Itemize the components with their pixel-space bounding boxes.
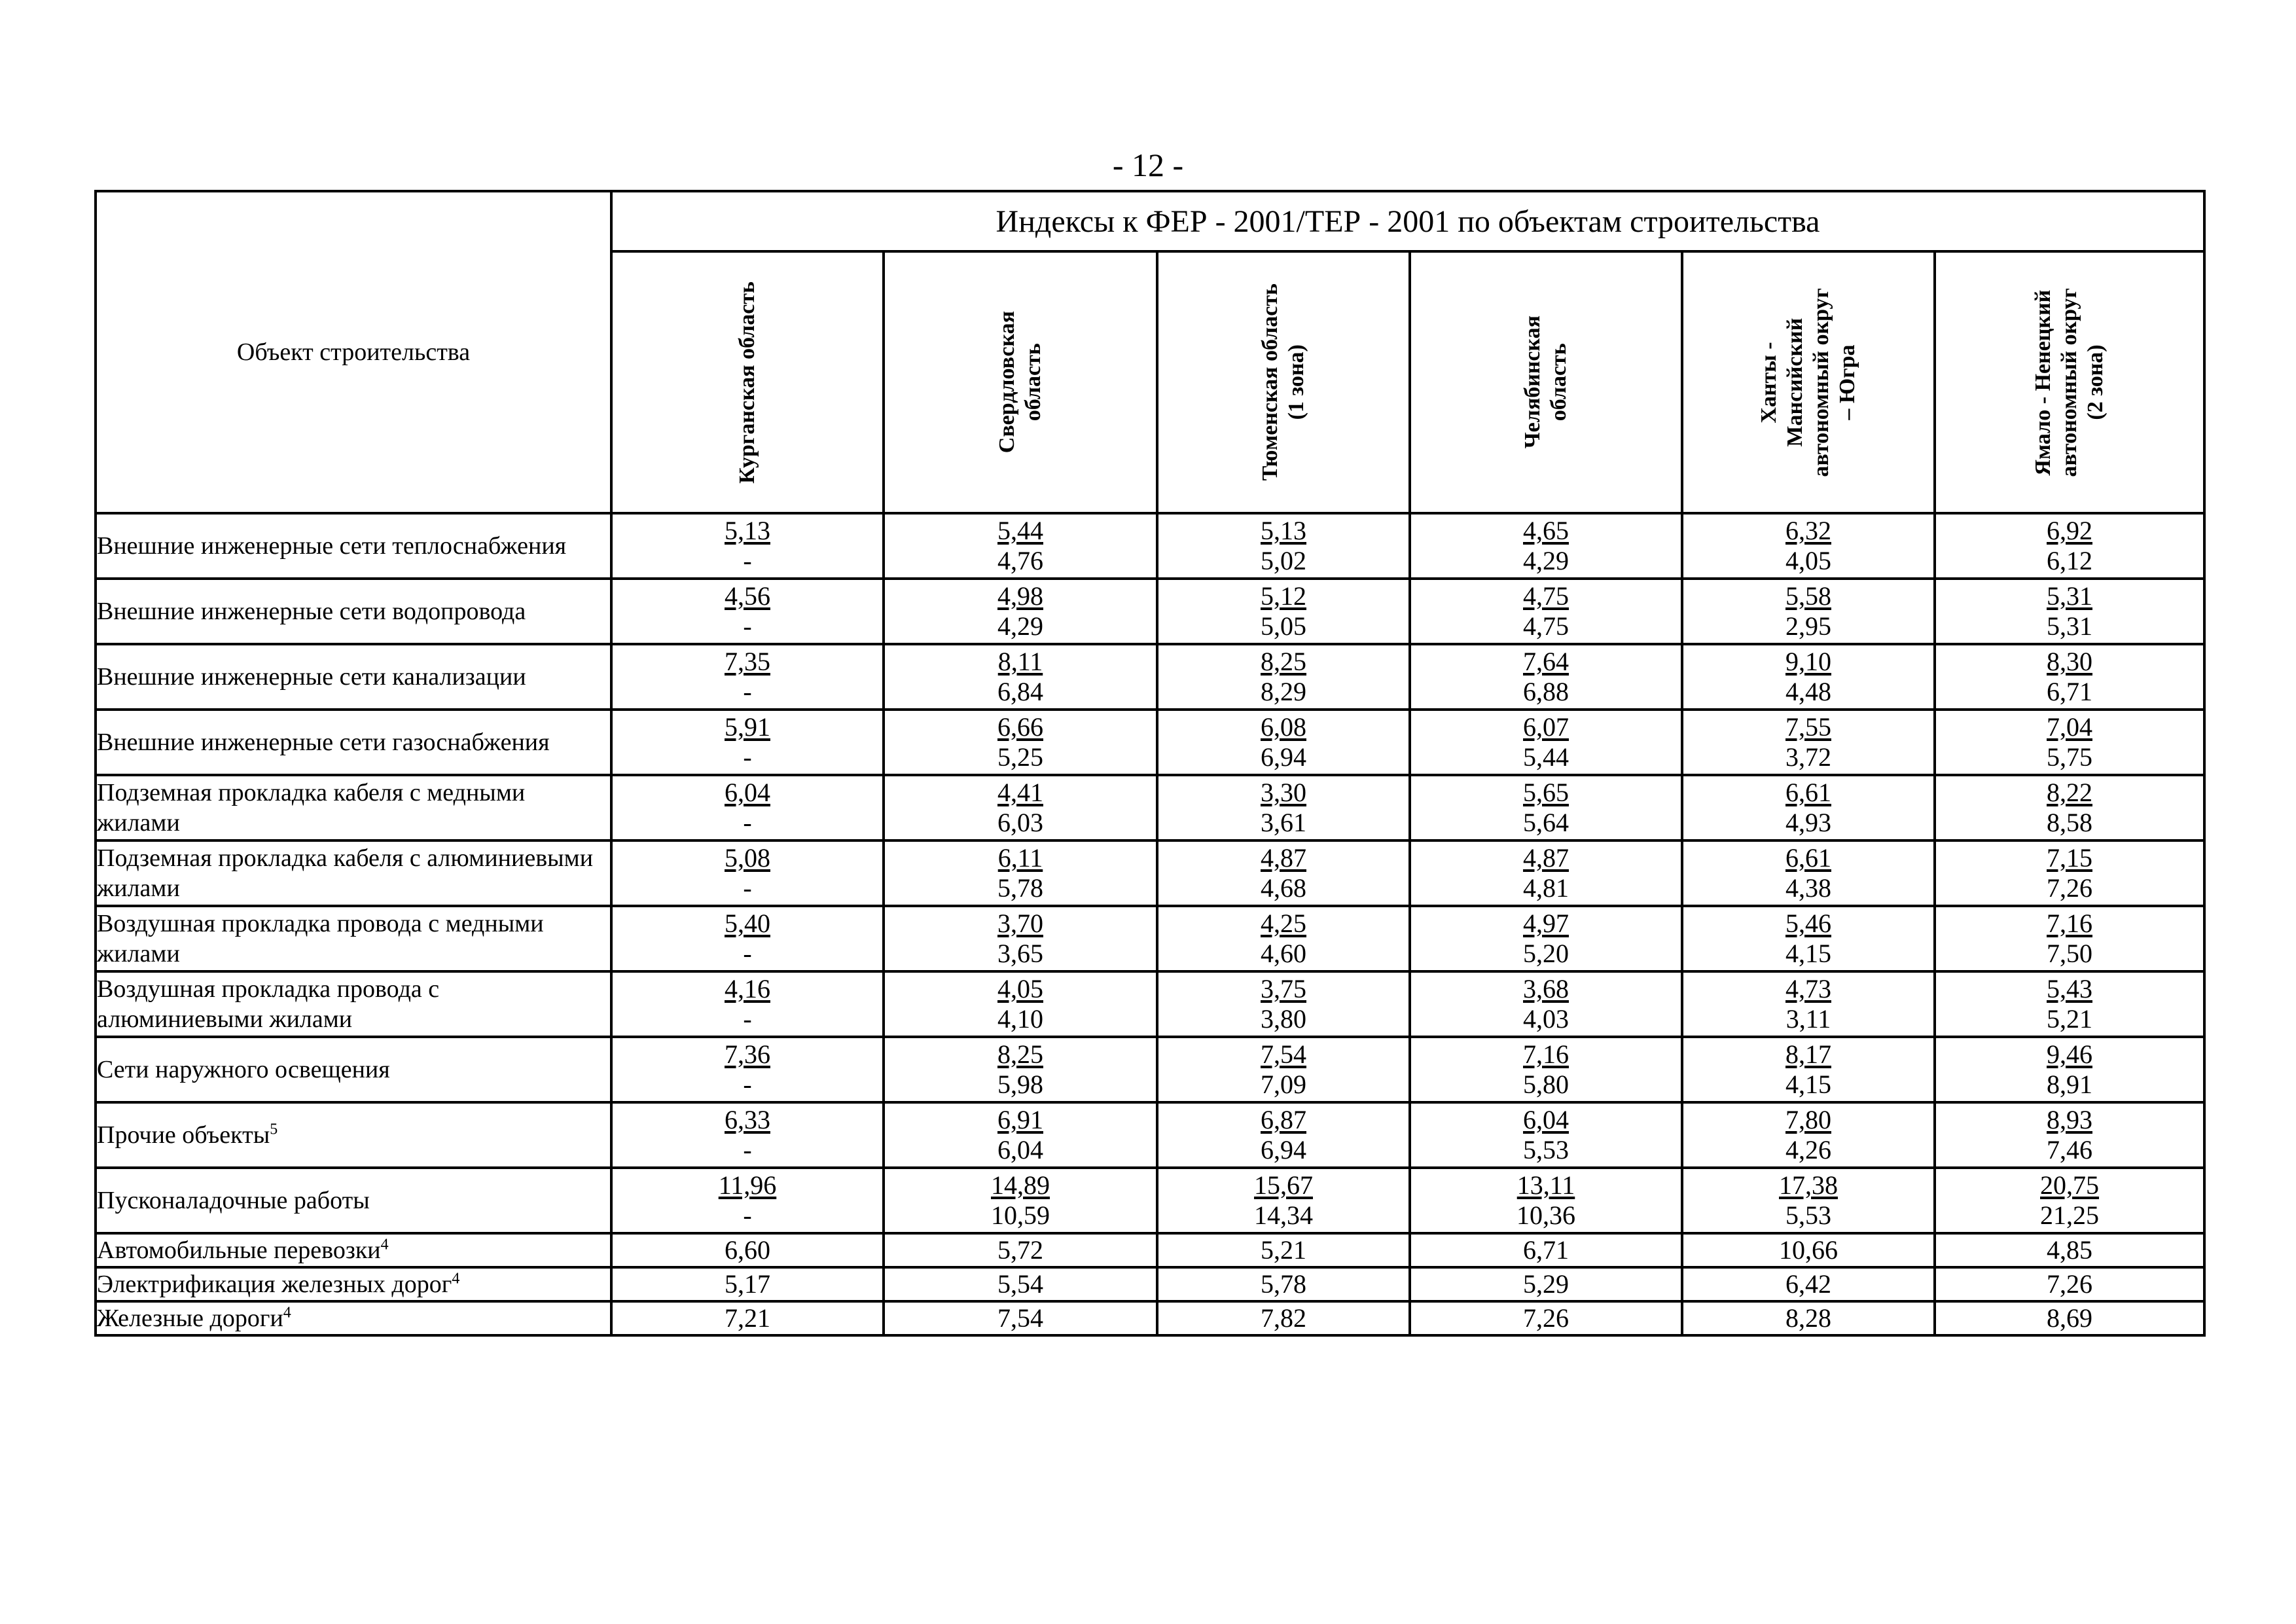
index-value-bottom: 7,09 bbox=[1261, 1070, 1306, 1099]
index-value-bottom: 4,29 bbox=[997, 611, 1043, 641]
object-name-cell bbox=[96, 906, 611, 971]
index-value-top: 5,13 bbox=[1261, 516, 1306, 545]
index-cell bbox=[1935, 644, 2204, 710]
index-cell bbox=[611, 1037, 884, 1102]
index-value-bottom: - bbox=[743, 742, 752, 772]
index-value-bottom: - bbox=[743, 677, 752, 706]
index-value-top: 9,46 bbox=[2047, 1039, 2092, 1069]
index-cell bbox=[1410, 644, 1682, 710]
index-value-top: 17,38 bbox=[1779, 1170, 1838, 1200]
table-row bbox=[96, 1301, 2204, 1335]
index-cell bbox=[611, 906, 884, 971]
object-name: Автомобильные перевозки bbox=[97, 1236, 381, 1264]
index-value-top: 5,40 bbox=[725, 909, 770, 938]
index-value-bottom: - bbox=[743, 873, 752, 903]
index-value-top: 8,25 bbox=[1261, 647, 1306, 676]
index-value-top: 7,55 bbox=[1785, 712, 1831, 742]
index-value-top: 7,54 bbox=[1261, 1039, 1306, 1069]
object-name-cell bbox=[96, 513, 611, 579]
index-cell bbox=[1935, 1037, 2204, 1102]
object-name-cell bbox=[96, 971, 611, 1037]
index-cell bbox=[1682, 1168, 1935, 1233]
index-value: 6,60 bbox=[611, 1233, 884, 1267]
index-cell bbox=[611, 1102, 884, 1168]
object-name: Внешние инженерные сети канализации bbox=[97, 663, 526, 691]
index-value-bottom: 6,88 bbox=[1523, 677, 1569, 706]
table-row bbox=[96, 1233, 2204, 1267]
object-name: Внешние инженерные сети теплоснабжения bbox=[97, 532, 567, 560]
index-cell bbox=[1410, 1102, 1682, 1168]
table-row bbox=[96, 775, 2204, 840]
index-value-bottom: 3,65 bbox=[997, 939, 1043, 968]
index-value: 10,66 bbox=[1682, 1233, 1935, 1267]
object-name: Воздушная прокладка провода с медными жилами bbox=[97, 910, 544, 967]
index-cell bbox=[611, 840, 884, 906]
index-value-bottom: 5,05 bbox=[1261, 611, 1306, 641]
index-value: 7,54 bbox=[884, 1301, 1157, 1335]
index-value-bottom: 4,15 bbox=[1785, 939, 1831, 968]
object-name: Подземная прокладка кабеля с медными жилами bbox=[97, 779, 526, 837]
index-value: 6,71 bbox=[1410, 1233, 1682, 1267]
index-value-bottom: 4,76 bbox=[997, 546, 1043, 575]
object-name-cell bbox=[96, 1301, 611, 1335]
index-value-top: 8,25 bbox=[997, 1039, 1043, 1069]
index-cell bbox=[884, 906, 1157, 971]
table-row bbox=[96, 644, 2204, 710]
region-header-sverdlovsk: Свердловская область bbox=[884, 251, 1157, 513]
index-cell bbox=[1157, 971, 1410, 1037]
index-cell bbox=[1157, 644, 1410, 710]
indices-table bbox=[94, 190, 2206, 1337]
index-cell bbox=[1157, 513, 1410, 579]
index-value-bottom: 8,58 bbox=[2047, 808, 2092, 837]
index-value-top: 4,41 bbox=[997, 778, 1043, 807]
index-value-bottom: 7,46 bbox=[2047, 1135, 2092, 1164]
index-value-top: 6,04 bbox=[1523, 1105, 1569, 1134]
table-row bbox=[96, 906, 2204, 971]
index-value-top: 4,25 bbox=[1261, 909, 1306, 938]
object-name: Подземная прокладка кабеля с алюминиевыми жилами bbox=[97, 844, 594, 902]
index-value-bottom: - bbox=[743, 808, 752, 837]
index-value-bottom: 4,10 bbox=[997, 1004, 1043, 1034]
index-value-bottom: 8,91 bbox=[2047, 1070, 2092, 1099]
index-value-bottom: 5,64 bbox=[1523, 808, 1569, 837]
index-value-top: 4,16 bbox=[725, 974, 770, 1003]
index-value: 7,82 bbox=[1157, 1301, 1410, 1335]
index-cell bbox=[884, 644, 1157, 710]
index-value-top: 6,11 bbox=[997, 843, 1043, 873]
index-value-top: 6,66 bbox=[997, 712, 1043, 742]
index-value-top: 7,64 bbox=[1523, 647, 1569, 676]
index-value-bottom: - bbox=[743, 1070, 752, 1099]
index-value-bottom: 5,53 bbox=[1785, 1200, 1831, 1230]
index-cell bbox=[1157, 1168, 1410, 1233]
index-value-bottom: 21,25 bbox=[2040, 1200, 2099, 1230]
index-value-top: 3,75 bbox=[1261, 974, 1306, 1003]
index-cell bbox=[611, 644, 884, 710]
index-value-top: 8,17 bbox=[1785, 1039, 1831, 1069]
index-cell bbox=[884, 1102, 1157, 1168]
index-cell bbox=[1157, 906, 1410, 971]
index-value-top: 20,75 bbox=[2040, 1170, 2099, 1200]
region-header-kurgan: Курганская область bbox=[611, 251, 884, 513]
table-body bbox=[96, 513, 2204, 1335]
index-cell bbox=[1682, 710, 1935, 775]
index-cell bbox=[1935, 906, 2204, 971]
object-name-cell bbox=[96, 710, 611, 775]
index-value-top: 6,91 bbox=[997, 1105, 1043, 1134]
object-name: Внешние инженерные сети газоснабжения bbox=[97, 729, 550, 756]
index-value: 4,85 bbox=[1935, 1233, 2204, 1267]
index-value-bottom: 4,38 bbox=[1785, 873, 1831, 903]
index-value-bottom: 3,11 bbox=[1785, 1004, 1831, 1034]
index-cell bbox=[611, 579, 884, 644]
index-value-bottom: 4,26 bbox=[1785, 1135, 1831, 1164]
index-value-bottom: 5,21 bbox=[2047, 1004, 2092, 1034]
table-row bbox=[96, 1102, 2204, 1168]
index-value-top: 5,58 bbox=[1785, 581, 1831, 611]
table-row bbox=[96, 579, 2204, 644]
index-value-top: 7,35 bbox=[725, 647, 770, 676]
index-cell bbox=[884, 579, 1157, 644]
index-value-top: 9,10 bbox=[1785, 647, 1831, 676]
object-name: Железные дороги bbox=[97, 1305, 283, 1332]
index-value-top: 6,04 bbox=[725, 778, 770, 807]
index-value-bottom: 3,61 bbox=[1261, 808, 1306, 837]
index-cell bbox=[884, 1168, 1157, 1233]
table-row bbox=[96, 710, 2204, 775]
index-value-top: 4,98 bbox=[997, 581, 1043, 611]
region-header-yanao: Ямало - Ненецкий автономный округ (2 зона) bbox=[1935, 251, 2204, 513]
index-value: 5,17 bbox=[611, 1267, 884, 1301]
footnote-mark: 4 bbox=[380, 1236, 389, 1254]
index-value-bottom: 6,71 bbox=[2047, 677, 2092, 706]
index-value-bottom: 4,03 bbox=[1523, 1004, 1569, 1034]
index-value-bottom: 5,98 bbox=[997, 1070, 1043, 1099]
index-value-bottom: 6,03 bbox=[997, 808, 1043, 837]
index-value: 5,21 bbox=[1157, 1233, 1410, 1267]
index-value-top: 3,30 bbox=[1261, 778, 1306, 807]
index-value-bottom: - bbox=[743, 611, 752, 641]
index-value-bottom: 4,15 bbox=[1785, 1070, 1831, 1099]
object-name-cell bbox=[96, 1233, 611, 1267]
index-value-top: 4,75 bbox=[1523, 581, 1569, 611]
footnote-mark: 4 bbox=[283, 1304, 291, 1322]
index-cell bbox=[611, 971, 884, 1037]
index-value-top: 3,70 bbox=[997, 909, 1043, 938]
object-name: Электрификация железных дорог bbox=[97, 1271, 452, 1298]
index-cell bbox=[1410, 579, 1682, 644]
index-cell bbox=[1410, 775, 1682, 840]
index-value-top: 8,22 bbox=[2047, 778, 2092, 807]
index-cell bbox=[1682, 1102, 1935, 1168]
index-cell bbox=[1682, 971, 1935, 1037]
index-cell bbox=[1410, 1037, 1682, 1102]
object-name: Пусконаладочные работы bbox=[97, 1187, 370, 1214]
index-value-bottom: 4,81 bbox=[1523, 873, 1569, 903]
index-value-top: 7,15 bbox=[2047, 843, 2092, 873]
index-value-top: 6,87 bbox=[1261, 1105, 1306, 1134]
index-cell bbox=[1410, 971, 1682, 1037]
index-value: 8,28 bbox=[1682, 1301, 1935, 1335]
index-value-bottom: 5,78 bbox=[997, 873, 1043, 903]
index-cell bbox=[1935, 513, 2204, 579]
index-value-top: 5,43 bbox=[2047, 974, 2092, 1003]
index-value-top: 5,12 bbox=[1261, 581, 1306, 611]
index-value-top: 6,92 bbox=[2047, 516, 2092, 545]
index-value-top: 5,65 bbox=[1523, 778, 1569, 807]
index-value-bottom: 4,68 bbox=[1261, 873, 1306, 903]
index-cell bbox=[1682, 513, 1935, 579]
index-value-top: 5,08 bbox=[725, 843, 770, 873]
index-cell bbox=[611, 775, 884, 840]
index-value-bottom: 4,05 bbox=[1785, 546, 1831, 575]
index-value-bottom: 3,80 bbox=[1261, 1004, 1306, 1034]
index-value-bottom: 7,26 bbox=[2047, 873, 2092, 903]
object-name: Внешние инженерные сети водопровода bbox=[97, 598, 526, 625]
footnote-mark: 5 bbox=[270, 1121, 278, 1138]
index-cell bbox=[884, 710, 1157, 775]
index-value-top: 6,61 bbox=[1785, 843, 1831, 873]
index-value-bottom: 10,59 bbox=[991, 1200, 1050, 1230]
index-value-bottom: - bbox=[743, 546, 752, 575]
indices-group-header: Индексы к ФЕР - 2001/ТЕР - 2001 по объектам строительства bbox=[611, 191, 2204, 251]
index-cell bbox=[611, 513, 884, 579]
index-value-bottom: 4,48 bbox=[1785, 677, 1831, 706]
index-value-top: 4,97 bbox=[1523, 909, 1569, 938]
index-value-top: 7,16 bbox=[2047, 909, 2092, 938]
index-value-bottom: 5,25 bbox=[997, 742, 1043, 772]
index-value-top: 15,67 bbox=[1254, 1170, 1313, 1200]
index-value-top: 7,36 bbox=[725, 1039, 770, 1069]
index-cell bbox=[1410, 906, 1682, 971]
index-value-top: 4,65 bbox=[1523, 516, 1569, 545]
index-value-bottom: 8,29 bbox=[1261, 677, 1306, 706]
index-cell bbox=[1157, 1102, 1410, 1168]
index-value-bottom: 3,72 bbox=[1785, 742, 1831, 772]
index-cell bbox=[1935, 971, 2204, 1037]
index-cell bbox=[1935, 840, 2204, 906]
index-cell bbox=[1682, 840, 1935, 906]
index-cell bbox=[611, 1168, 884, 1233]
index-value-top: 6,61 bbox=[1785, 778, 1831, 807]
index-value-top: 3,68 bbox=[1523, 974, 1569, 1003]
index-value-top: 8,30 bbox=[2047, 647, 2092, 676]
index-value-top: 4,87 bbox=[1523, 843, 1569, 873]
index-value-bottom: 5,44 bbox=[1523, 742, 1569, 772]
index-value-bottom: 4,93 bbox=[1785, 808, 1831, 837]
object-column-header: Объект строительства bbox=[96, 191, 611, 513]
index-cell bbox=[1410, 710, 1682, 775]
object-name-cell bbox=[96, 840, 611, 906]
index-value-top: 8,11 bbox=[997, 647, 1043, 676]
index-value-bottom: 4,75 bbox=[1523, 611, 1569, 641]
index-value-top: 5,13 bbox=[725, 516, 770, 545]
index-value-top: 6,32 bbox=[1785, 516, 1831, 545]
object-name-cell bbox=[96, 1102, 611, 1168]
index-cell bbox=[1157, 775, 1410, 840]
index-cell bbox=[884, 1037, 1157, 1102]
index-value-top: 8,93 bbox=[2047, 1105, 2092, 1134]
index-cell bbox=[1682, 1037, 1935, 1102]
object-name: Воздушная прокладка провода с алюминиевыми жилами bbox=[97, 975, 440, 1033]
index-value-top: 4,56 bbox=[725, 581, 770, 611]
index-value-top: 5,44 bbox=[997, 516, 1043, 545]
index-value-bottom: 6,04 bbox=[997, 1135, 1043, 1164]
index-value-bottom: 6,84 bbox=[997, 677, 1043, 706]
index-value: 5,54 bbox=[884, 1267, 1157, 1301]
index-value-bottom: 5,53 bbox=[1523, 1135, 1569, 1164]
index-cell bbox=[1157, 710, 1410, 775]
table-row bbox=[96, 971, 2204, 1037]
index-value-bottom: 10,36 bbox=[1516, 1200, 1575, 1230]
index-value: 7,21 bbox=[611, 1301, 884, 1335]
index-value: 5,72 bbox=[884, 1233, 1157, 1267]
table-row bbox=[96, 513, 2204, 579]
index-cell bbox=[1157, 1037, 1410, 1102]
index-value: 8,69 bbox=[1935, 1301, 2204, 1335]
index-value-bottom: 5,02 bbox=[1261, 546, 1306, 575]
index-value-bottom: 14,34 bbox=[1254, 1200, 1313, 1230]
index-cell bbox=[1935, 579, 2204, 644]
object-name-cell bbox=[96, 1037, 611, 1102]
region-header-khmao: Ханты - Мансийский автономный округ – Югра bbox=[1682, 251, 1935, 513]
index-value-bottom: 5,31 bbox=[2047, 611, 2092, 641]
index-value-bottom: - bbox=[743, 939, 752, 968]
index-value-top: 5,46 bbox=[1785, 909, 1831, 938]
index-value-bottom: 5,75 bbox=[2047, 742, 2092, 772]
object-name-cell bbox=[96, 1267, 611, 1301]
page-number: - 12 - bbox=[1112, 147, 1184, 183]
index-cell bbox=[1682, 906, 1935, 971]
index-value-bottom: 7,50 bbox=[2047, 939, 2092, 968]
index-cell bbox=[884, 840, 1157, 906]
index-value-bottom: 5,80 bbox=[1523, 1070, 1569, 1099]
index-cell bbox=[1682, 644, 1935, 710]
index-cell bbox=[1682, 775, 1935, 840]
index-value-top: 5,31 bbox=[2047, 581, 2092, 611]
region-header-tyumen: Тюменская область (1 зона) bbox=[1157, 251, 1410, 513]
index-value-bottom: - bbox=[743, 1004, 752, 1034]
index-value-bottom: 5,20 bbox=[1523, 939, 1569, 968]
object-name-cell bbox=[96, 644, 611, 710]
index-value-bottom: 2,95 bbox=[1785, 611, 1831, 641]
object-name: Сети наружного освещения bbox=[97, 1056, 390, 1083]
index-cell bbox=[884, 513, 1157, 579]
index-value-top: 5,91 bbox=[725, 712, 770, 742]
table-row bbox=[96, 1037, 2204, 1102]
index-value: 7,26 bbox=[1935, 1267, 2204, 1301]
index-value-top: 7,16 bbox=[1523, 1039, 1569, 1069]
region-header-chelyabinsk: Челябинская область bbox=[1410, 251, 1682, 513]
index-value-top: 7,04 bbox=[2047, 712, 2092, 742]
table-row bbox=[96, 1168, 2204, 1233]
index-value-bottom: - bbox=[743, 1135, 752, 1164]
index-cell bbox=[1935, 710, 2204, 775]
index-cell bbox=[1157, 579, 1410, 644]
index-value-top: 4,05 bbox=[997, 974, 1043, 1003]
table-row bbox=[96, 840, 2204, 906]
index-cell bbox=[611, 710, 884, 775]
index-value-top: 4,73 bbox=[1785, 974, 1831, 1003]
index-cell bbox=[884, 775, 1157, 840]
index-value-bottom: - bbox=[743, 1200, 752, 1230]
index-cell bbox=[1410, 840, 1682, 906]
index-value-top: 6,07 bbox=[1523, 712, 1569, 742]
index-value-top: 4,87 bbox=[1261, 843, 1306, 873]
object-name: Прочие объекты bbox=[97, 1121, 270, 1149]
index-value: 6,42 bbox=[1682, 1267, 1935, 1301]
index-value-bottom: 4,60 bbox=[1261, 939, 1306, 968]
index-value-bottom: 6,12 bbox=[2047, 546, 2092, 575]
index-cell bbox=[1157, 840, 1410, 906]
object-name-cell bbox=[96, 1168, 611, 1233]
footnote-mark: 4 bbox=[452, 1270, 460, 1288]
index-cell bbox=[1410, 513, 1682, 579]
index-value-bottom: 6,94 bbox=[1261, 742, 1306, 772]
index-value: 7,26 bbox=[1410, 1301, 1682, 1335]
index-cell bbox=[1935, 775, 2204, 840]
index-value-bottom: 6,94 bbox=[1261, 1135, 1306, 1164]
index-value-top: 6,08 bbox=[1261, 712, 1306, 742]
index-cell bbox=[1682, 579, 1935, 644]
object-name-cell bbox=[96, 775, 611, 840]
table-row bbox=[96, 1267, 2204, 1301]
index-cell bbox=[1410, 1168, 1682, 1233]
object-name-cell bbox=[96, 579, 611, 644]
index-value-top: 14,89 bbox=[991, 1170, 1050, 1200]
index-value: 5,78 bbox=[1157, 1267, 1410, 1301]
index-value-bottom: 4,29 bbox=[1523, 546, 1569, 575]
index-value-top: 6,33 bbox=[725, 1105, 770, 1134]
index-value-top: 13,11 bbox=[1516, 1170, 1575, 1200]
index-cell bbox=[1935, 1168, 2204, 1233]
index-value: 5,29 bbox=[1410, 1267, 1682, 1301]
index-cell bbox=[884, 971, 1157, 1037]
index-cell bbox=[1935, 1102, 2204, 1168]
index-value-top: 7,80 bbox=[1785, 1105, 1831, 1134]
index-value-top: 11,96 bbox=[718, 1170, 777, 1200]
